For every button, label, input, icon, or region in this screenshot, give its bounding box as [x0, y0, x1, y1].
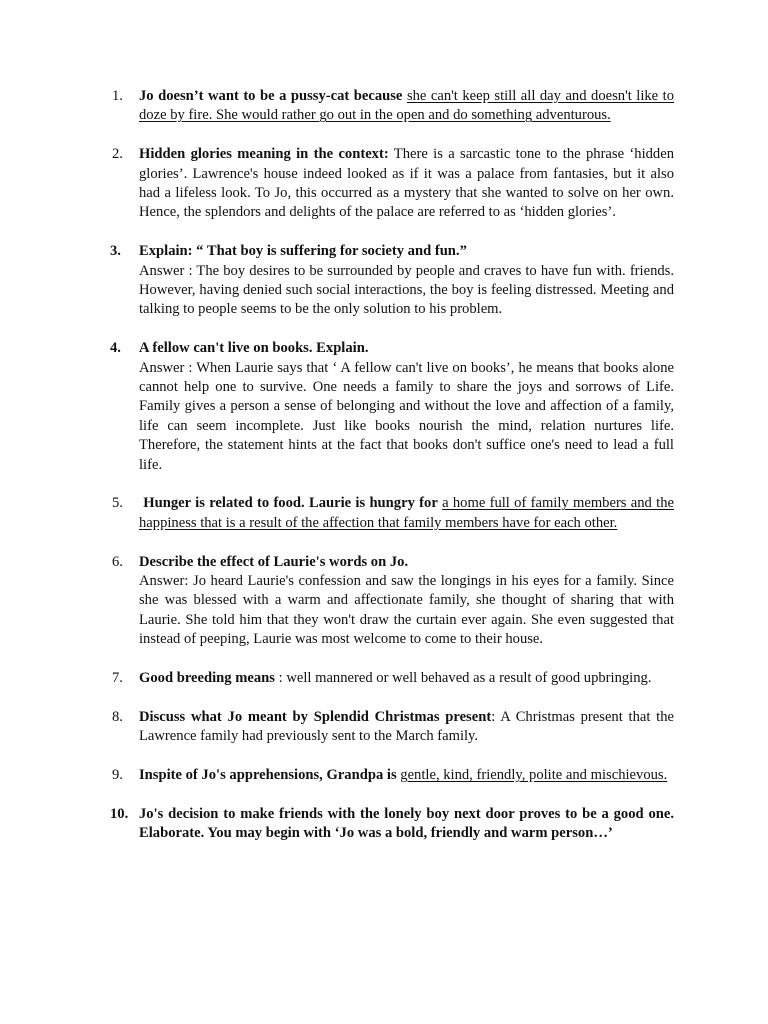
question-text: [139, 145, 674, 223]
question-8: [0, 708, 674, 747]
question-prompt: Inspite of Jo's apprehensions, Grandpa is: [139, 767, 397, 784]
question-number: 6.: [112, 553, 123, 570]
question-number: 10.: [110, 805, 129, 822]
question-prompt: Describe the effect of Laurie's words on Jo.: [139, 553, 409, 570]
question-prompt: Hidden glories meaning in the context:: [139, 146, 389, 163]
question-5: [0, 494, 674, 533]
question-prompt: Explain: “ That boy is suffering for society and fun.”: [139, 243, 467, 260]
question-number: 3.: [110, 243, 121, 260]
question-6: [0, 553, 674, 650]
question-7: [0, 669, 674, 688]
question-prompt: Good breeding means: [139, 670, 275, 687]
answer-text: Answer : When Laurie says that ‘ A fellow can't live on books’, he means that books alone cannot help one to survive. One needs a family to share the joys and sorrows of Life. Family gives a person a sense of belonging and without the love and affection of a family, life can seem incomplete. Just like books nourish the mind, relation nurtures life. Therefore, the statement hints at the fact that books don't suffice one's need to lead a full life.: [139, 359, 674, 473]
underlined-answer: gentle, kind, friendly, polite and mischievous.: [400, 767, 668, 784]
answer-text: Answer: Jo heard Laurie's confession and saw the longings in his eyes for a family. Since she was blessed with a warm and affectionate family, she thought of sharing that with Laurie. She told him that they won't draw the curtain ever again. She even suggested that instead of peeping, Laurie was most welcome to come to their house.: [139, 573, 674, 648]
question-number: 8.: [112, 708, 123, 725]
question-prompt: Jo's decision to make friends with the lonely boy next door proves to be a good one. Elaborate. You may begin with ‘Jo was a bold, friendly and warm person…’: [139, 805, 674, 842]
question-prompt: A fellow can't live on books. Explain.: [139, 340, 369, 357]
question-4: [0, 339, 674, 475]
question-number: 5.: [112, 495, 123, 512]
underlined-answer: a home full of family members and the happiness that is a result of the affection that family members have for each other.: [139, 495, 674, 531]
question-text: [139, 708, 674, 747]
question-prompt: Discuss what Jo meant by Splendid Christmas present: [139, 708, 492, 725]
question-number: 4.: [110, 340, 121, 357]
question-text: [139, 87, 674, 126]
question-text: [139, 494, 674, 533]
question-list: [0, 87, 768, 863]
question-10: [0, 805, 674, 844]
answer-text: There is a sarcastic tone to the phrase ‘hidden glories’. Lawrence's house indeed looked as if it was a palace from fantasies, but it also had a lifeless look. To Jo, this occurred as a mystery that she wanted to solve on her own. Hence, the splendors and delights of the palace are referred to as ‘hidden glories’.: [139, 146, 674, 221]
question-text: [139, 669, 674, 688]
question-3: [0, 242, 674, 320]
question-9: [0, 766, 674, 785]
question-number: 2.: [112, 146, 123, 163]
question-number: 1.: [112, 88, 123, 104]
question-prompt: Hunger is related to food. Laurie is hungry for: [143, 495, 438, 512]
question-1: [0, 87, 674, 126]
answer-text: Answer : The boy desires to be surrounded by people and craves to have fun with. friends. However, having denied such social interactions, the boy is feeling distressed. Meeting and talking to people seems to be the only solution to his problem.: [139, 262, 674, 318]
question-number: 7.: [112, 670, 123, 687]
question-text: [139, 766, 674, 785]
question-prompt: Jo doesn’t want to be a pussy-cat because: [139, 88, 403, 104]
question-number: 9.: [112, 767, 123, 784]
underlined-answer: she can't keep still all day and doesn't like to doze by fire. She would rather go out in the open and do something adventurous.: [139, 88, 675, 124]
answer-text: : A Christmas present that the Lawrence family had previously sent to the March family.: [139, 708, 674, 745]
question-2: [0, 145, 674, 223]
answer-text: : well mannered or well behaved as a result of good upbringing.: [278, 670, 652, 687]
